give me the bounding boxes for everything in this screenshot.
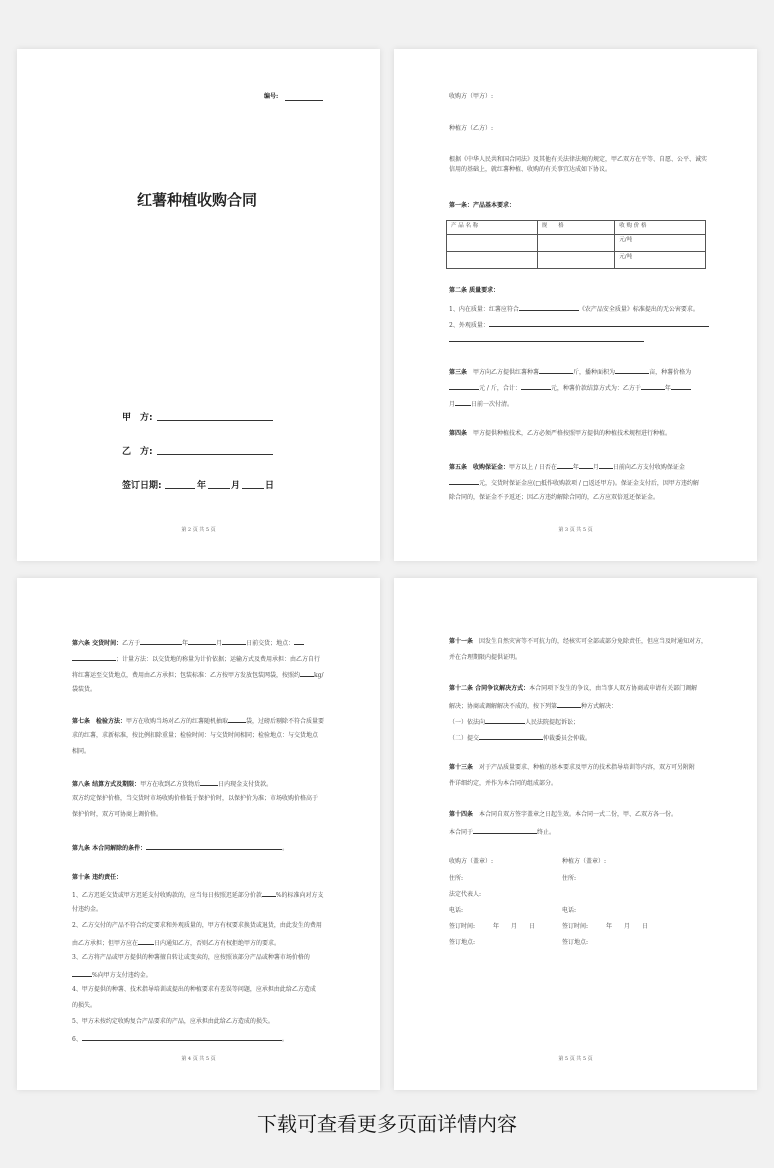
- contract-title: 红薯种植收购合同: [137, 191, 258, 209]
- contract-page-3: [394, 49, 757, 561]
- article-3-text: 日前一次付清。: [471, 401, 514, 408]
- article-13-line-2: 件详细约定，并作为本合同的组成部分。: [449, 780, 558, 787]
- article-14-line-1: [449, 811, 677, 819]
- article-7-text: 袋，过磅后剔除不符合质量要: [246, 718, 325, 725]
- grower-date-ymd: 年 月 日: [606, 923, 649, 930]
- party-b-line: [157, 454, 273, 455]
- date-month-line: [208, 488, 230, 489]
- article-3-text: 月: [449, 401, 456, 408]
- contract-page-5: [394, 578, 757, 1090]
- table-row: [447, 252, 706, 269]
- article-12-line-1: [449, 685, 697, 693]
- article-11-line-2: 并在合理期限内提供证明。: [449, 654, 522, 661]
- article-14-line-2: [449, 827, 555, 837]
- article-10-line: 5、甲方未按约定收购复合产品要求的产品，应承担由此给乙方造成的损失。: [72, 1018, 274, 1025]
- intro-paragraph: 根据《中华人民共和国合同法》及其他有关法律法规的规定，甲乙双方在平等、自愿、公平、诚实信用的基础上，就红薯种植、收购的有关事宜达成如下协议。: [449, 156, 708, 173]
- blank-line: [599, 462, 613, 469]
- article-6-text: 月: [216, 640, 223, 647]
- blank-line: [449, 341, 644, 342]
- blank-line: [72, 654, 116, 661]
- blank-line: [82, 1034, 282, 1041]
- article-6-line-3: [72, 670, 324, 680]
- article-7-text: 甲方在收购当场对乙方的红薯随机抽取: [126, 718, 229, 725]
- article-12-head: 第十二条 合同争议解决方式：: [449, 685, 530, 692]
- blank-line: [188, 638, 216, 645]
- article-5-line-3: 除合同的，保证金不予返还；因乙方违约解除合同的，乙方应双倍返还保证金。: [449, 494, 660, 501]
- article-10-line: 4、甲方提供的种薯、技术指导培训或提出的种植要求有差误等问题，应承担由此给乙方造成: [72, 986, 316, 993]
- table-cell: 元/吨: [615, 235, 706, 252]
- article-8-head: 第八条 结算方式及期限：: [72, 781, 141, 788]
- article-12-text: （二）提交: [449, 735, 480, 742]
- article-12-text: （一）依法向: [449, 719, 486, 726]
- article-11-line-1: [449, 638, 707, 646]
- article-6-line-2: [72, 654, 320, 664]
- article-2-line-2: [449, 320, 709, 330]
- table-row: [447, 235, 706, 252]
- article-6-text: 乙方于: [122, 640, 141, 647]
- article-14-head: 第十四条: [449, 811, 474, 818]
- article-10-text: 日内通知乙方，否则乙方有权拒绝甲方的要求。: [154, 940, 281, 947]
- blank-line: [72, 970, 92, 977]
- party-a-label: 甲 方:: [122, 413, 153, 423]
- article-2-text: 1、内在质量：红薯应符合: [449, 306, 519, 313]
- article-5-line-2: [449, 478, 699, 488]
- article-8-line-2: 双方约定保护价格，当交货时市场收购价格低于保护价时，以保护价为准；市场收购价格高于: [72, 795, 319, 802]
- article-2-title: 第二条 质量要求：: [449, 287, 500, 294]
- article-11-head: 第十一条: [449, 638, 474, 645]
- article-13-line-1: [449, 764, 695, 772]
- grower-date-label: 签订时间:: [562, 923, 589, 930]
- article-3-text: 亩，种薯价格为: [649, 369, 692, 376]
- article-6-line-1: [72, 638, 304, 648]
- article-3-text: 甲方向乙方提供红薯种薯: [473, 369, 540, 376]
- article-2-text: 《农产品安全质量》标准提出的无公害要求。: [578, 306, 699, 313]
- product-table: [446, 220, 706, 269]
- blank-line: [519, 304, 579, 311]
- article-5-head: 第五条 收购保证金：: [449, 464, 510, 471]
- article-12-line-4: [449, 733, 591, 743]
- article-10-text: %向甲方支付违约金。: [92, 972, 152, 979]
- article-10-head: 第十条 违约责任：: [72, 874, 123, 881]
- blank-line: [579, 462, 593, 469]
- article-14-text: 本合同于: [449, 829, 474, 836]
- article-4: [449, 430, 671, 438]
- blank-line: [539, 367, 573, 374]
- article-5-text: 日前向乙方支付收购保证金: [612, 464, 685, 471]
- article-6-text: 将红薯运至交货地点，费用由乙方承担；包装标准：乙方按甲方发放包装网袋，按照约: [72, 672, 301, 679]
- article-6-head: 第六条 交货时间：: [72, 640, 123, 647]
- article-6-text: 日前交货；地点：: [246, 640, 295, 647]
- article-12-line-2: [449, 701, 617, 711]
- article-10-text: 1、乙方迟延交货或甲方迟延支付收购款的，应当每日按照迟延部分价款: [72, 892, 262, 899]
- date-month-label: 月: [231, 481, 241, 491]
- page-footer: 第 3 页 共 5 页: [558, 527, 593, 533]
- blank-line: [473, 827, 537, 834]
- article-5-line-1: [449, 462, 685, 472]
- article-8-text: 日内现金支付货款。: [218, 781, 273, 788]
- article-14-text: 终止。: [537, 829, 556, 836]
- article-10-line: [72, 938, 280, 948]
- grower-seal-label: 种植方（盖章）:: [562, 858, 607, 865]
- article-10-line: 2、乙方交付的产品不符合约定要求和外观质量的，甲方有权要求换货或退货，由此发生的费用: [72, 922, 322, 929]
- article-3-text: 元，种薯价款结算方式为：乙方于: [550, 385, 641, 392]
- article-9: 第九条 本合同解除的条件： 。: [72, 845, 289, 852]
- article-5-text: 年: [572, 464, 579, 471]
- article-10-text: %的标准向对方支: [275, 892, 324, 899]
- blank-line: [140, 638, 182, 645]
- table-cell: [447, 235, 538, 252]
- blank-line: [146, 843, 282, 850]
- blank-line: [449, 478, 479, 485]
- table-cell: [537, 252, 615, 269]
- page-footer: 第 4 页 共 5 页: [181, 1056, 216, 1062]
- blank-line: [489, 320, 709, 327]
- article-5-text: 元，交货时保证金应(□抵作收购款项 / □返还甲方)。保证金支付后，因甲方违约解: [479, 480, 699, 487]
- article-12-text: 本合同项下发生的争议，由当事人双方协商或申请有关部门调解: [529, 685, 698, 692]
- grower-place-label: 签订地点:: [562, 939, 589, 946]
- article-10-text: 6、: [72, 1036, 82, 1043]
- blank-line: [262, 890, 276, 897]
- article-7-head: 第七条 检验方法：: [72, 718, 127, 725]
- page-footer: 第 2 页 共 5 页: [181, 527, 216, 533]
- table-header-row: [447, 221, 706, 235]
- article-12-text: 人民法院提起诉讼；: [525, 719, 580, 726]
- article-3-text: 元 / 斤，合计：: [479, 385, 521, 392]
- blank-line: [521, 383, 551, 390]
- table-cell: [447, 252, 538, 269]
- article-8-line-3: 保护价时，双方可协商上调价格。: [72, 811, 163, 818]
- article-5-text: 甲方以上 / 日否在: [509, 464, 557, 471]
- article-14-text: 本合同自双方签字盖章之日起生效。本合同一式二份，甲、乙双方各一份。: [479, 811, 678, 818]
- buyer-date-row: [449, 923, 535, 931]
- contract-page-4: [17, 578, 380, 1090]
- article-12-text: 解决；协商或调解解决不成的，按下列第: [449, 703, 558, 710]
- blank-line: [641, 383, 665, 390]
- blank-line: [557, 701, 581, 708]
- date-day-label: 日: [265, 481, 275, 491]
- date-year-label: 年: [197, 481, 207, 491]
- article-1-title: 第一条：产品基本要求：: [449, 202, 516, 209]
- date-day-line: [242, 488, 264, 489]
- article-3-line-2: [449, 383, 691, 393]
- table-cell: [537, 235, 615, 252]
- buyer-phone-label: 电话:: [449, 907, 464, 914]
- buyer-address-label: 住所:: [449, 875, 464, 882]
- article-9-head: 第九条 本合同解除的条件：: [72, 845, 147, 852]
- buyer-date-ymd: 年 月 日: [493, 923, 536, 930]
- article-7-line-3: 相同。: [72, 748, 91, 755]
- article-8-text: 甲方在收到乙方货物后: [140, 781, 201, 788]
- page-footer: 第 5 页 共 5 页: [558, 1056, 593, 1062]
- article-4-text: 甲方提供种植技术，乙方必须严格按照甲方提供的种植技术规程进行种植。: [473, 430, 672, 437]
- contract-cover-page: [17, 49, 380, 561]
- blank-line: [455, 399, 471, 406]
- article-12-text: 种方式解决：: [581, 703, 618, 710]
- table-header-cell: 规 格: [537, 221, 615, 235]
- table-cell: 元/吨: [615, 252, 706, 269]
- blank-line: [200, 779, 218, 786]
- table-header-cell: 产 品 名 称: [447, 221, 538, 235]
- article-6-text: ；计量方法：以交货地的称量为计价依据；运输方式及费用承担：由乙方自行: [116, 656, 321, 663]
- buyer-label: 收购方（甲方）:: [449, 93, 494, 100]
- grower-phone-label: 电话:: [562, 907, 577, 914]
- article-3-text: 年: [664, 385, 671, 392]
- article-12-line-3: [449, 717, 579, 727]
- article-5-text: 月: [592, 464, 599, 471]
- article-6-text: kg/: [314, 672, 324, 679]
- download-caption: 下载可查看更多页面详情内容: [257, 1112, 517, 1136]
- buyer-seal-label: 收购方（盖章）:: [449, 858, 494, 865]
- blank-line: [449, 383, 479, 390]
- buyer-rep-label: 法定代表人:: [449, 891, 482, 898]
- grower-date-row: [562, 923, 648, 931]
- article-10-text: 由乙方承担；但甲方应在: [72, 940, 139, 947]
- article-10-line: 6、 。: [72, 1036, 288, 1043]
- article-2-line-1: [449, 304, 699, 314]
- article-6-line-4: 袋装货。: [72, 686, 97, 693]
- article-11-text: 因发生自然灾害等不可抗力的，经核实可全部或部分免除责任，但应当及时通知对方，: [479, 638, 708, 645]
- article-13-text: 对于产品质量要求、种植的基本要求及甲方的技术指导培训等内容，双方可另附附: [479, 764, 696, 771]
- article-4-head: 第四条: [449, 430, 468, 437]
- contract-number-line: [285, 100, 323, 101]
- signing-date-label: 签订日期:: [122, 481, 162, 491]
- article-10-line: 付违约金。: [72, 906, 103, 913]
- article-10-line: [72, 970, 152, 980]
- article-10-line: 的损失。: [72, 1002, 97, 1009]
- blank-line: [222, 638, 246, 645]
- table-header-cell: 收 购 价 格: [615, 221, 706, 235]
- article-3-line-3: [449, 399, 513, 409]
- article-8-line-1: [72, 779, 272, 789]
- blank-line: [671, 383, 691, 390]
- blank-line: [479, 733, 543, 740]
- blank-line: [294, 638, 304, 645]
- blank-line: [615, 367, 649, 374]
- article-6-text: 年: [182, 640, 189, 647]
- article-10-line: [72, 890, 324, 900]
- buyer-date-label: 签订时间:: [449, 923, 476, 930]
- article-7-line-1: [72, 716, 324, 726]
- article-3-line-1: [449, 367, 691, 377]
- article-10-line: 3、乙方将产品或甲方提供的种薯擅自转让或变卖的，应按照该部分产品或种薯市场价格的: [72, 954, 310, 961]
- article-7-line-2: 求的红薯，求新标准，按比例扣除重量；检验时间：与交货时间相同；检验地点：与交货地点: [72, 732, 319, 739]
- grower-address-label: 住所:: [562, 875, 577, 882]
- blank-line: [138, 938, 154, 945]
- article-3-text: 斤，播种面积为: [573, 369, 616, 376]
- date-year-line: [165, 488, 195, 489]
- blank-line: [557, 462, 573, 469]
- article-13-head: 第十三条: [449, 764, 474, 771]
- contract-number-label: 编号:: [264, 93, 279, 100]
- article-12-text: 仲裁委员会仲裁。: [543, 735, 592, 742]
- article-3-head: 第三条: [449, 369, 468, 376]
- buyer-place-label: 签订地点:: [449, 939, 476, 946]
- blank-line: [300, 670, 314, 677]
- article-2-text: 2、外观质量：: [449, 322, 489, 329]
- blank-line: [228, 716, 246, 723]
- party-b-label: 乙 方:: [122, 447, 153, 457]
- blank-line: [485, 717, 525, 724]
- grower-label: 种植方（乙方）:: [449, 125, 494, 132]
- party-a-line: [157, 420, 273, 421]
